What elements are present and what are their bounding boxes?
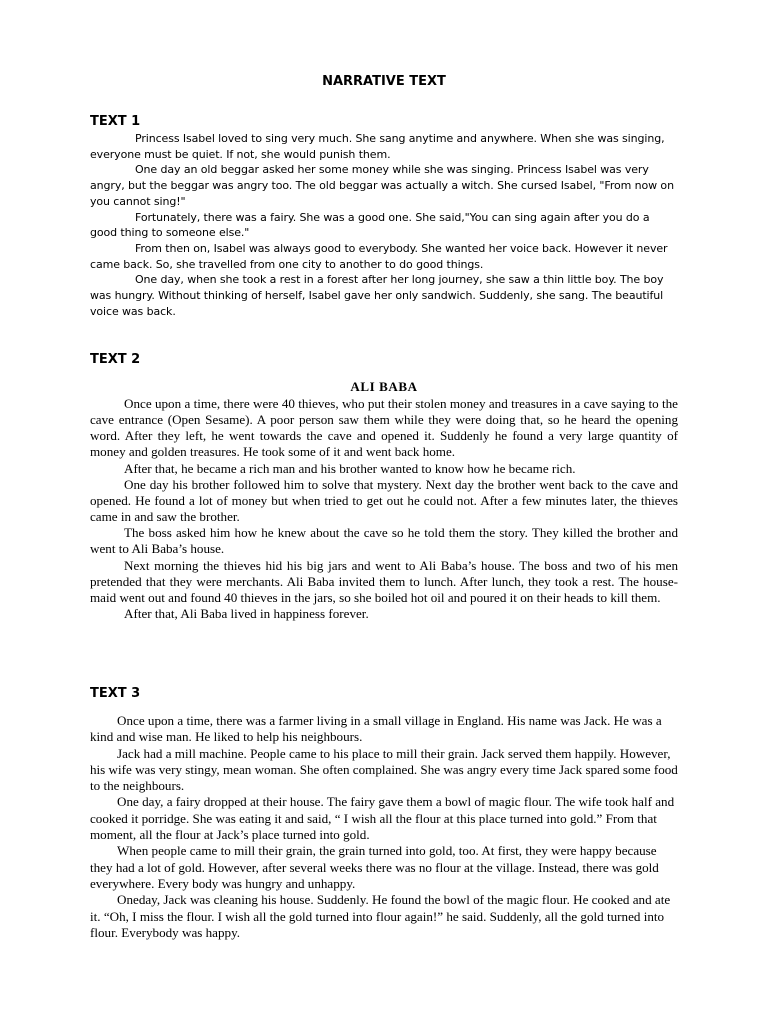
text2-paragraph: After that, he became a rich man and his brother wanted to know how he became rich.: [124, 460, 576, 476]
text2-heading: TEXT 2: [90, 352, 141, 367]
text2-paragraph: After that, Ali Baba lived in happiness forever.: [124, 606, 369, 622]
text2-paragraph: Once upon a time, there were 40 thieves, who put their stolen money and treasures in a cave saying to the cave entrance (Open Sesame). A poor person saw them while they were doing that, so he heard the opening word. After they left, he went towards the cave and opened it. Suddenly he found a very large quantity of money and golden treasures. He took some of it and went back home.: [90, 396, 678, 460]
text3-paragraph: Once upon a time, there was a farmer living in a small village in England. His name was Jack. He was a kind and wise man. He liked to help his neighbours.: [90, 713, 662, 745]
text1-paragraph: Princess Isabel loved to sing very much. She sang anytime and anywhere. When she was singing, everyone must be quiet. If not, she would punish them.: [90, 132, 665, 161]
text1-paragraph: One day, when she took a rest in a forest after her long journey, she saw a thin little boy. The boy was hungry. Without thinking of herself, Isabel gave her only sandwich. Suddenly, she sang. The beautiful voice was back.: [90, 273, 664, 318]
text2-story-title: ALI BABA: [350, 379, 418, 394]
text2-body: [90, 396, 678, 622]
text1-paragraph: One day an old beggar asked her some money while she was singing. Princess Isabel was very angry, but the beggar was angry too. The old beggar was actually a witch. She cursed Isabel, "From now on you cannot sing!": [90, 163, 674, 208]
text3-body: [90, 713, 678, 941]
text1-body: [90, 131, 678, 319]
text2-paragraph: Next morning the thieves hid his big jars and went to Ali Baba’s house. The boss and two of his men pretended that they were merchants. Ali Baba invited them to lunch. After lunch, they took a rest. The house-maid went out and found 40 thieves in the jars, so she boiled hot oil and poured it on their heads to kill them.: [90, 557, 678, 605]
text3-heading: TEXT 3: [90, 686, 141, 701]
text1-heading: TEXT 1: [90, 114, 141, 129]
text1-paragraph: Fortunately, there was a fairy. She was a good one. She said,"You can sing again after you do a good thing to someone else.": [90, 210, 650, 240]
text3-paragraph: One day, a fairy dropped at their house. The fairy gave them a bowl of magic flour. The wife took half and cooked it porridge. She was eating it and said, “ I wish all the flour at this place turned into gold.” From that moment, all the flour at Jack’s place turned into gold.: [90, 794, 675, 843]
text3-paragraph: Oneday, Jack was cleaning his house. Suddenly. He found the bowl of the magic flour. He cooked and ate it. “Oh, I miss the flour. I wish all the gold turned into flour again!” he said. Suddenly, all the gold turned into flour. Everybody was happy.: [90, 892, 671, 940]
text2-paragraph: The boss asked him how he knew about the cave so he told them the story. They killed the brother and went to Ali Baba’s house.: [90, 525, 678, 557]
text1-paragraph: From then on, Isabel was always good to everybody. She wanted her voice back. However it never came back. So, she travelled from one city to another to do good things.: [90, 241, 668, 271]
text3-paragraph: Jack had a mill machine. People came to his place to mill their grain. Jack served them happily. However, his wife was very stingy, mean woman. She often complained. She was angry every time Jack spared some food to the neighbours.: [90, 745, 678, 794]
text3-paragraph: When people came to mill their grain, the grain turned into gold, too. At first, they were happy because they had a lot of gold. However, after several weeks there was no flour at the village. Instead, there was gold everywhere. Every body was hungry and unhappy.: [90, 843, 659, 891]
document-title: NARRATIVE TEXT: [322, 74, 446, 89]
text2-paragraph: One day his brother followed him to solve that mystery. Next day the brother went back to the cave and opened. He found a lot of money but when tried to get out he could not. After a few minutes later, the thieves came in and saw the brother.: [90, 476, 678, 525]
